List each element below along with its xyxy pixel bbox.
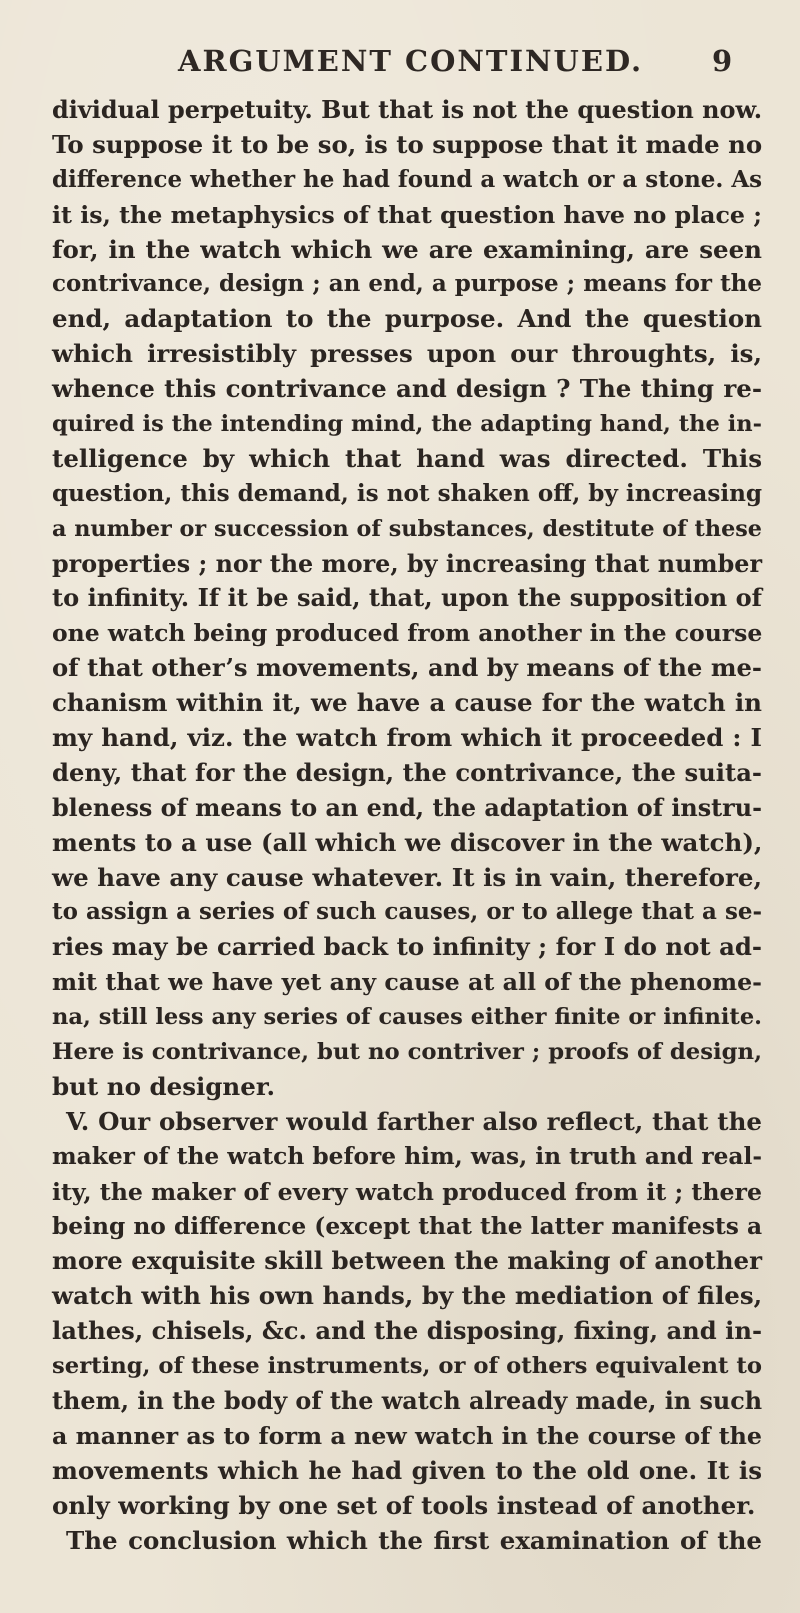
text-line: which irresistibly presses upon our throughts, is,: [52, 339, 762, 369]
text-line: ments to a use (all which we discover in the watch),: [52, 827, 763, 857]
text-line: to assign a series of such causes, or to allege that a se-: [52, 898, 762, 926]
text-line: The conclusion which the first examination of the: [66, 1525, 762, 1555]
text-line: lathes, chisels, &c. and the disposing, fixing, and in-: [52, 1316, 762, 1346]
text-line: serting, of these instruments, or of others equivalent to: [52, 1353, 762, 1380]
text-line: chanism within it, we have a cause for the watch in: [52, 688, 762, 718]
text-line: mit that we have yet any cause at all of the phenome-: [52, 968, 762, 997]
text-line: them, in the body of the watch already made, in such: [52, 1386, 763, 1415]
running-head: ARGUMENT CONTINUED.: [178, 44, 644, 78]
text-line: na, still less any series of causes either finite or infinite.: [52, 1004, 762, 1031]
text-line: telligence by which that hand was directed. This: [52, 443, 762, 473]
text-line: difference whether he had found a watch or a stone. As: [52, 165, 763, 193]
text-line: only working by one set of tools instead of another.: [52, 1490, 756, 1520]
text-line: contrivance, design ; an end, a purpose ; means for the: [52, 270, 762, 298]
text-line: watch with his own hands, by the mediation of files,: [52, 1281, 763, 1311]
text-line: quired is the intending mind, the adapting hand, the in-: [52, 411, 762, 438]
text-line: maker of the watch before him, was, in truth and real-: [52, 1142, 762, 1170]
text-line: To suppose it to be so, is to suppose that it made no: [52, 129, 763, 159]
text-line: V. Our observer would farther also reflect, that the: [66, 1106, 762, 1136]
text-line: properties ; nor the more, by increasing that number: [52, 549, 762, 578]
text-line: end, adaptation to the purpose. And the question: [52, 304, 762, 334]
text-line: movements which he had given to the old one. It is: [52, 1455, 762, 1485]
text-line: dividual perpetuity. But that is not the question now.: [52, 96, 763, 124]
text-line: we have any cause whatever. It is in vain, therefore,: [52, 862, 762, 892]
text-line: being no difference (except that the latter manifests a: [52, 1212, 763, 1240]
text-line: my hand, viz. the watch from which it proceeded : I: [52, 723, 762, 753]
text-line: one watch being produced from another in the course: [52, 619, 763, 648]
text-line: whence this contrivance and design ? The thing re-: [52, 374, 762, 404]
text-line: it is, the metaphysics of that question have no place ;: [52, 200, 762, 229]
text-line: ries may be carried back to infinity ; for I do not ad-: [52, 932, 762, 962]
text-line: of that other’s movements, and by means of the me-: [52, 653, 762, 683]
text-line: bleness of means to an end, the adaptation of instru-: [52, 793, 762, 822]
text-line: a number or succession of substances, destitute of these: [52, 515, 762, 542]
page-header: [0, 44, 800, 84]
text-line: deny, that for the design, the contrivance, the suita-: [52, 757, 762, 787]
text-line: to infinity. If it be said, that, upon the supposition of: [52, 583, 762, 613]
text-line: more exquisite skill between the making of another: [52, 1246, 762, 1276]
text-line: for, in the watch which we are examining, are seen: [52, 234, 762, 264]
page-number: 9: [712, 44, 733, 78]
body-text: [52, 93, 762, 1558]
text-line: Here is contrivance, but no contriver ; proofs of design,: [52, 1039, 762, 1066]
text-line: ity, the maker of every watch produced from it ; there: [52, 1177, 763, 1206]
text-line: a manner as to form a new watch in the course of the: [52, 1421, 762, 1450]
text-line: but no designer.: [52, 1071, 276, 1101]
text-line: question, this demand, is not shaken off, by increasing: [52, 479, 763, 507]
